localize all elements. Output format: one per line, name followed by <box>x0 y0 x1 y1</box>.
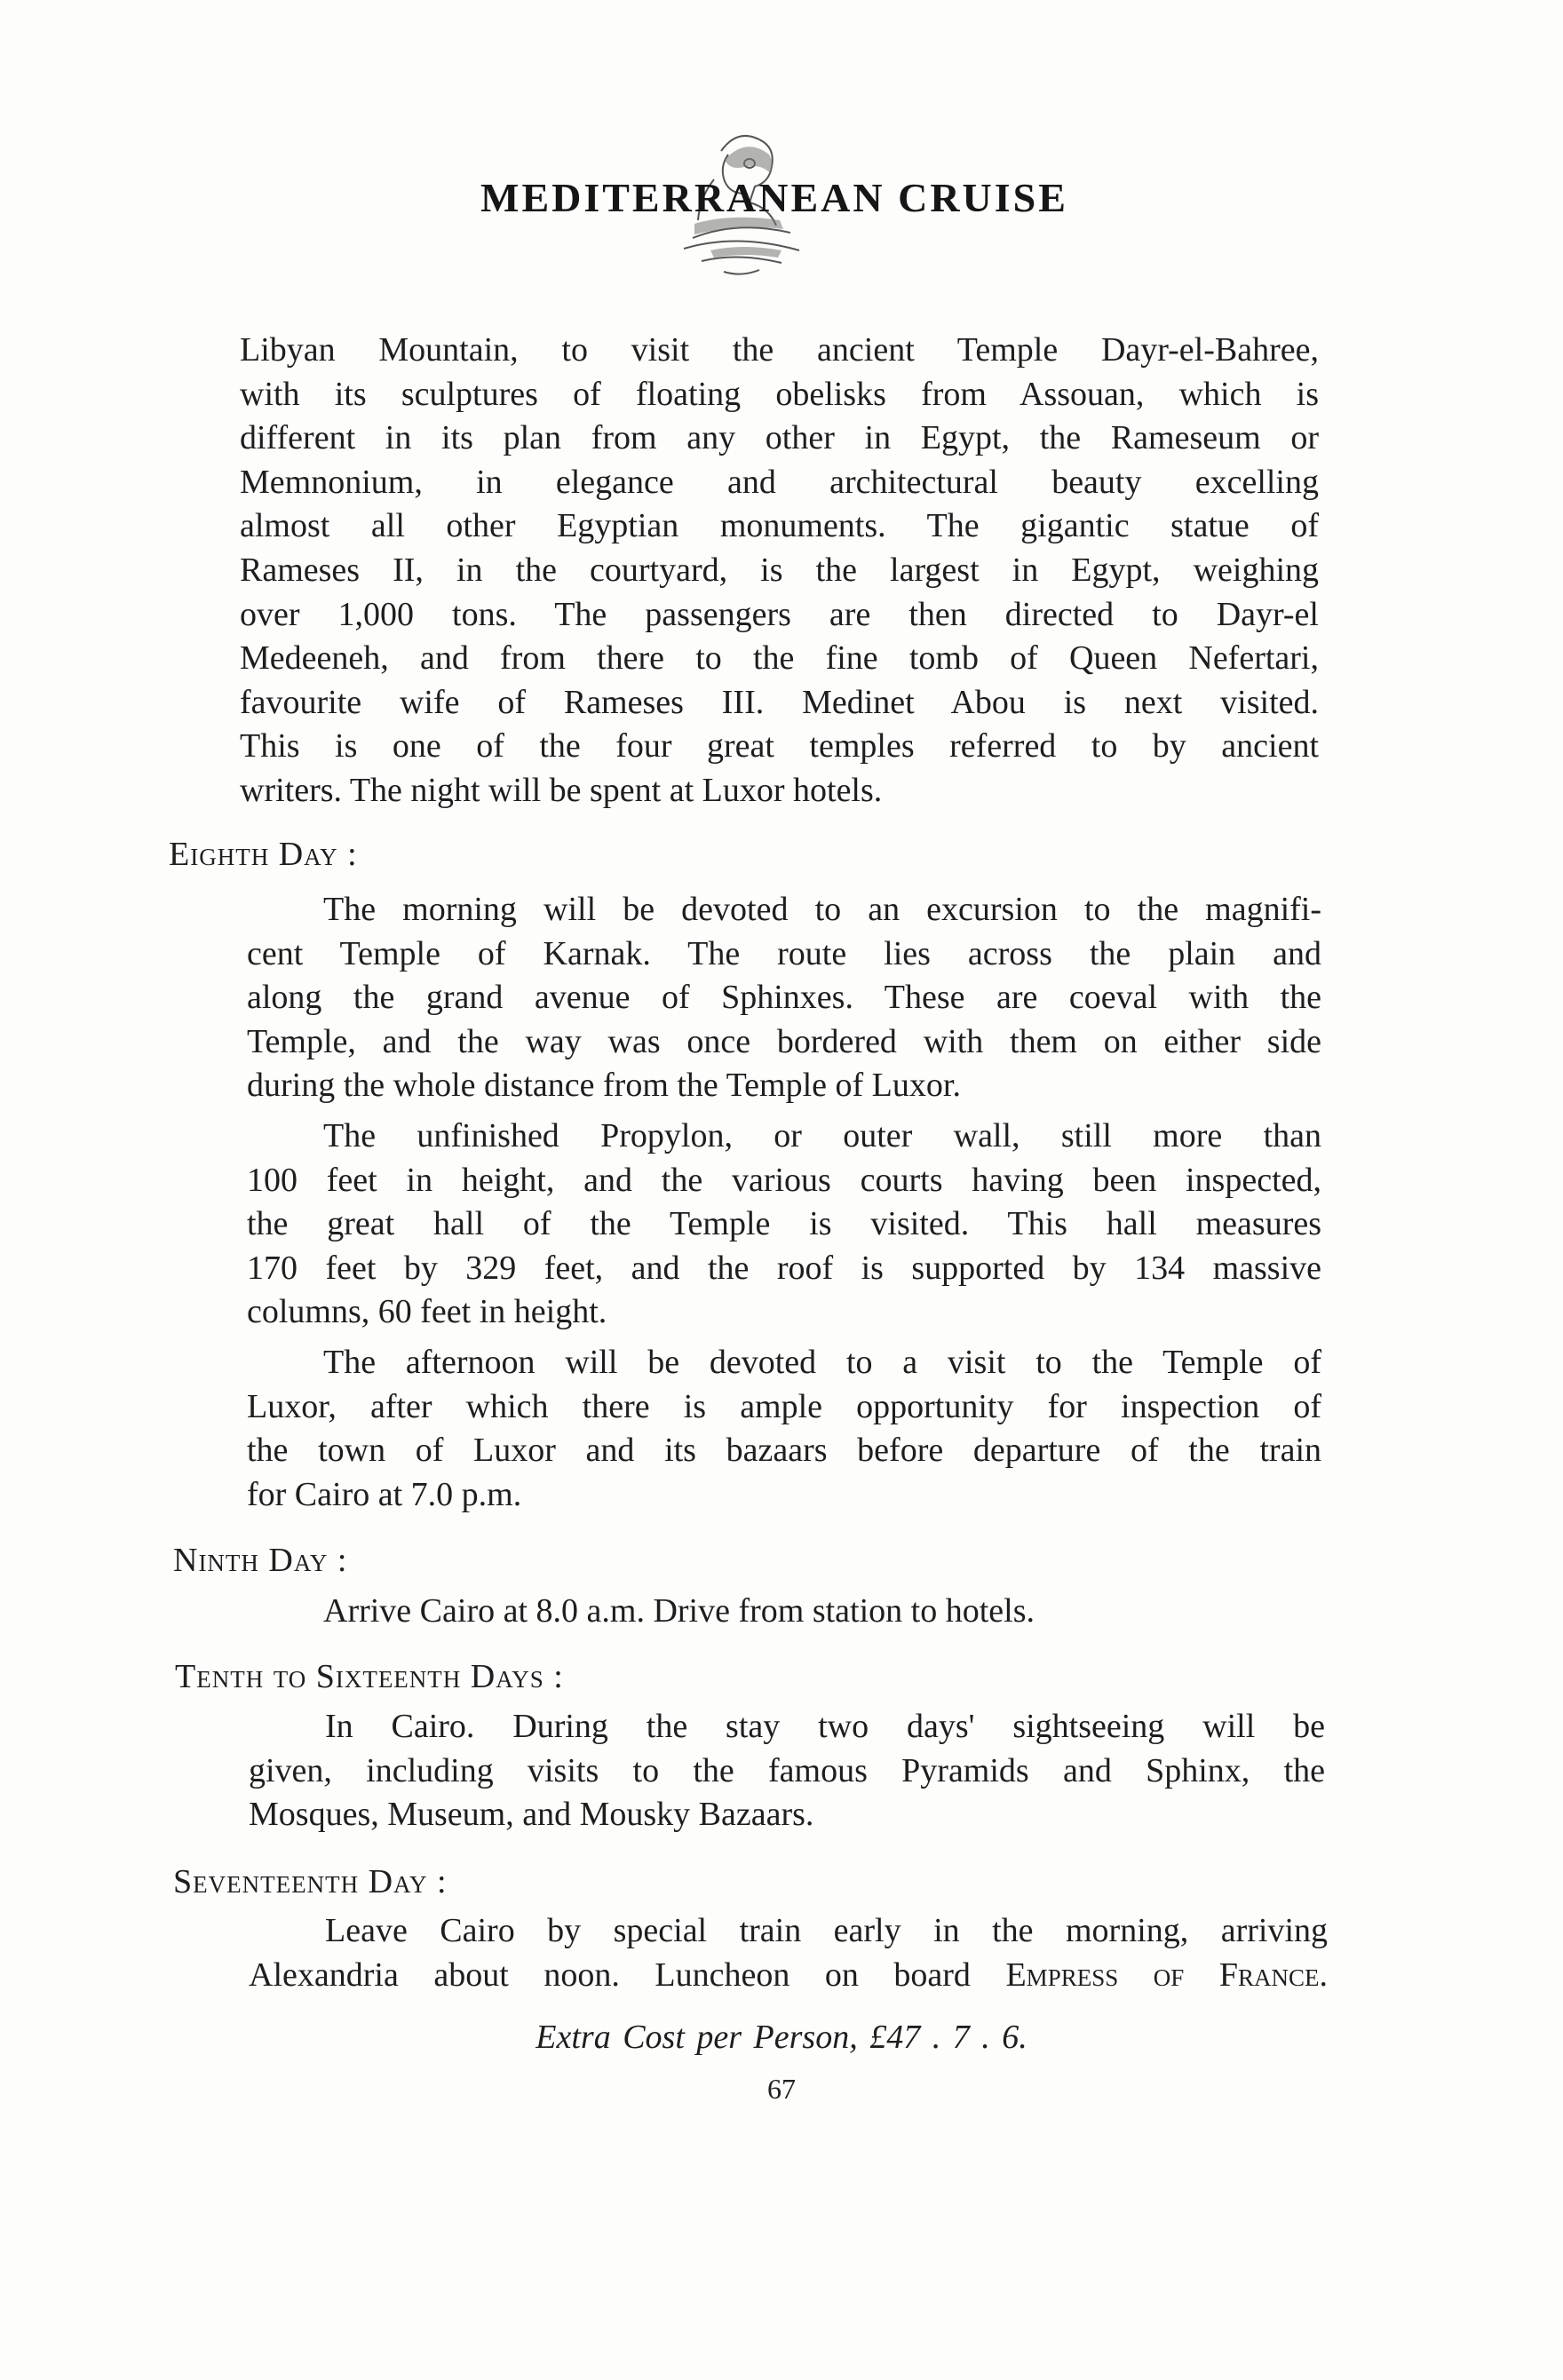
text-line: Leave Cairo by special train early in the morning, arriving <box>325 1912 1328 1949</box>
text-line: The afternoon will be devoted to a visit to the Temple of <box>323 1344 1321 1381</box>
ninth-day-heading: Ninth Day : <box>173 1542 348 1579</box>
seventeenth-day-para <box>249 1909 1328 1997</box>
text-line: Libyan Mountain, to visit the ancient Temple Dayr-el-Bahree, <box>240 331 1319 369</box>
text-line: over 1,000 tons. The passengers are then directed to Dayr-el <box>240 595 1319 633</box>
text-line: given, including visits to the famous Pyramids and Sphinx, the <box>249 1751 1325 1789</box>
text-line <box>249 1954 1328 1998</box>
text-line: favourite wife of Rameses III. Medinet Abou is next visited. <box>240 683 1319 721</box>
text-line: Mosques, Museum, and Mousky Bazaars. <box>249 1796 814 1834</box>
text-line: Medeeneh, and from there to the fine tomb of Queen Nefertari, <box>240 639 1319 678</box>
text-line: the town of Luxor and its bazaars before departure of the train <box>247 1432 1321 1470</box>
text-line: for Cairo at 7.0 p.m. <box>247 1475 522 1513</box>
text-line: Temple, and the way was once bordered with them on either side <box>247 1022 1321 1060</box>
text-line: Memnonium, in elegance and architectural beauty excelling <box>240 463 1319 501</box>
text-line: the great hall of the Temple is visited. This hall measures <box>247 1205 1321 1243</box>
text-line: The unfinished Propylon, or outer wall, still more than <box>323 1117 1321 1154</box>
eighth-day-heading: Eighth Day : <box>169 836 358 873</box>
seventeenth-day-heading: Seventeenth Day : <box>173 1863 448 1900</box>
text-line: almost all other Egyptian monuments. The gigantic statue of <box>240 507 1319 545</box>
running-title: MEDITERRANEAN CRUISE <box>480 175 1068 220</box>
ship-name: Empress of France <box>1005 1956 1320 1994</box>
text-line: with its sculptures of floating obelisks from Assouan, which is <box>240 375 1319 413</box>
text-line: during the whole distance from the Temple of Luxor. <box>247 1067 961 1105</box>
text-line: The morning will be devoted to an excursion to the magnifi- <box>323 891 1321 928</box>
page-number: 67 <box>767 2073 796 2105</box>
text-line: This is one of the four great temples referred to by ancient <box>240 727 1319 766</box>
tenth-day-heading: Tenth to Sixteenth Days : <box>175 1658 564 1695</box>
ninth-day-text: Arrive Cairo at 8.0 a.m. Drive from station to hotels. <box>323 1592 1035 1630</box>
page-header <box>0 124 1563 293</box>
text-line: cent Temple of Karnak. The route lies across the plain and <box>247 934 1321 972</box>
text-fragment: Alexandria about noon. Luncheon on board <box>249 1956 1006 1994</box>
eighth-day-para-1 <box>247 888 1321 1108</box>
text-line: Luxor, after which there is ample opportunity for inspection of <box>247 1387 1321 1425</box>
eighth-day-para-2 <box>247 1115 1321 1335</box>
eighth-day-para-3 <box>247 1341 1321 1517</box>
tenth-day-para <box>249 1705 1325 1837</box>
text-line: columns, 60 feet in height. <box>247 1293 607 1331</box>
text-line: Rameses II, in the courtyard, is the largest in Egypt, weighing <box>240 551 1319 589</box>
text-line: In Cairo. During the stay two days' sightseeing will be <box>325 1708 1325 1745</box>
text-line: along the grand avenue of Sphinxes. These are coeval with the <box>247 979 1321 1017</box>
extra-cost: Extra Cost per Person, £47 . 7 . 6. <box>536 2019 1027 2056</box>
text-line: 100 feet in height, and the various courts having been inspected, <box>247 1161 1321 1199</box>
text-line: different in its plan from any other in Egypt, the Rameseum or <box>240 419 1319 457</box>
intro-paragraph <box>240 329 1319 813</box>
text-line: writers. The night will be spent at Luxor hotels. <box>240 771 883 809</box>
text-fragment: . <box>1319 1956 1328 1994</box>
text-line: 170 feet by 329 feet, and the roof is supported by 134 massive <box>247 1249 1321 1287</box>
